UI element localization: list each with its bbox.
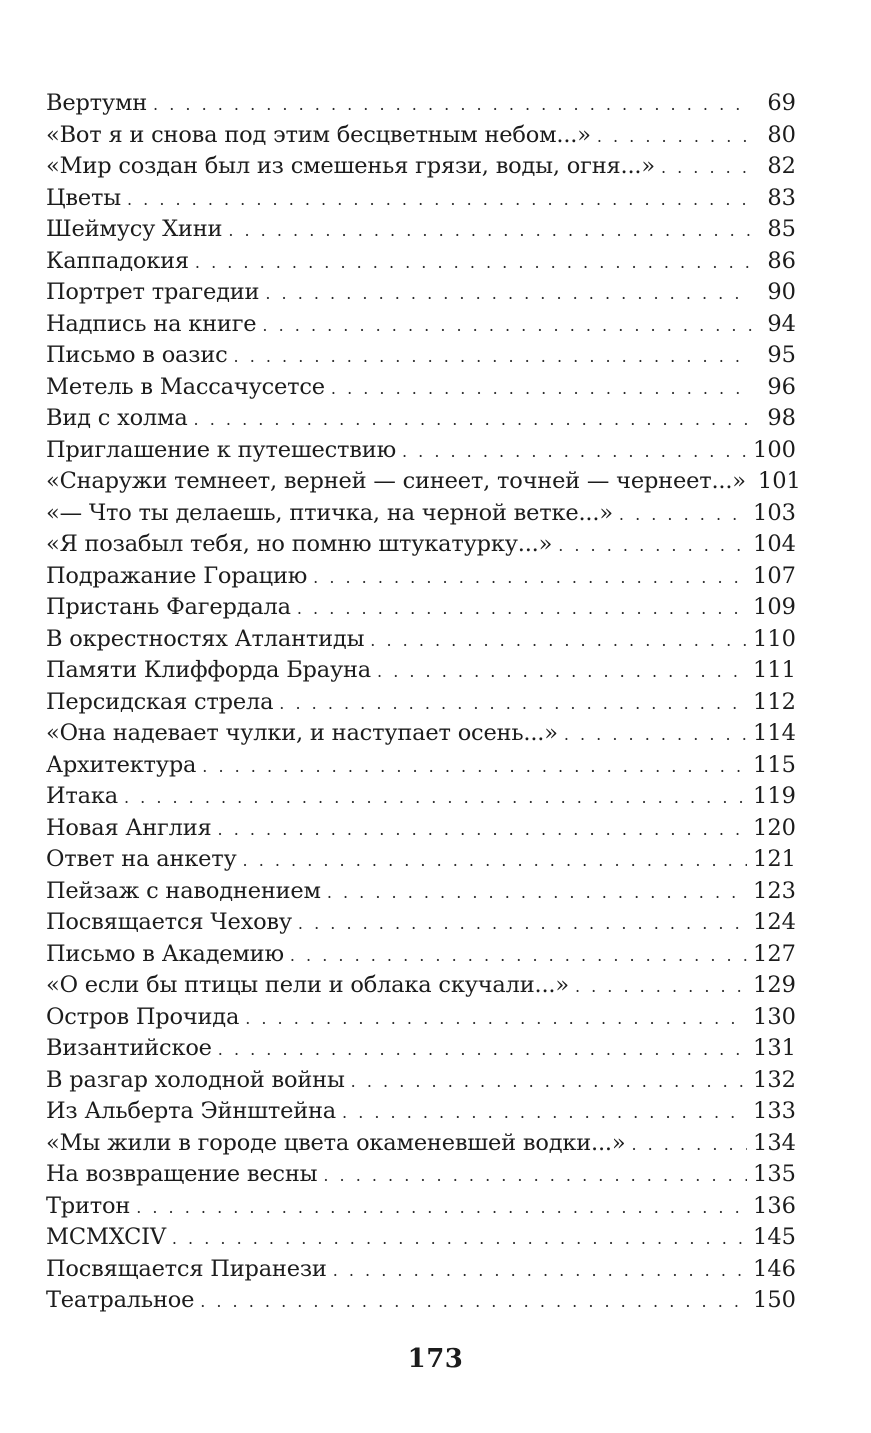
toc-entry-page: 101 bbox=[757, 468, 801, 494]
toc-entry-title: Архитектура bbox=[46, 751, 197, 778]
toc-entry bbox=[46, 1128, 796, 1160]
toc-entry-page: 145 bbox=[753, 1224, 796, 1250]
toc-dot-leader bbox=[631, 1129, 747, 1161]
toc-entry-page: 109 bbox=[753, 594, 796, 620]
toc-entry bbox=[46, 1033, 796, 1065]
toc-dot-leader bbox=[377, 656, 747, 688]
toc-dot-leader bbox=[218, 1034, 747, 1066]
toc-entry-page: 80 bbox=[767, 121, 796, 148]
toc-entry-title: Письмо в Академию bbox=[46, 940, 284, 967]
toc-dot-leader bbox=[234, 341, 752, 373]
toc-entry bbox=[46, 498, 796, 530]
toc-entry-page: 110 bbox=[753, 625, 796, 652]
toc-entry-page: 133 bbox=[753, 1098, 796, 1124]
toc-entry-page: 121 bbox=[753, 846, 796, 872]
toc-entry-page: 131 bbox=[753, 1035, 796, 1061]
toc-entry bbox=[46, 907, 796, 939]
toc-dot-leader bbox=[172, 1223, 747, 1255]
toc-entry-title: Из Альберта Эйнштейна bbox=[46, 1098, 337, 1124]
toc-dot-leader bbox=[136, 1192, 747, 1224]
toc-entry-title: Пристань Фагердала bbox=[46, 594, 291, 620]
toc-entry bbox=[46, 624, 796, 656]
toc-dot-leader bbox=[194, 404, 752, 436]
toc-dot-leader bbox=[402, 436, 747, 468]
toc-entry-title: «Снаружи темнеет, верней — синеет, точней — чернеет...» bbox=[46, 468, 746, 494]
toc-dot-leader bbox=[153, 89, 752, 121]
toc-entry-page: 129 bbox=[753, 972, 796, 998]
toc-dot-leader bbox=[327, 877, 747, 909]
toc-entry-page: 119 bbox=[753, 783, 796, 809]
toc-entry bbox=[46, 1002, 796, 1034]
toc-entry bbox=[46, 435, 796, 467]
toc-entry bbox=[46, 529, 796, 561]
toc-entry-title: «О если бы птицы пели и облака скучали...» bbox=[46, 972, 569, 998]
toc-entry-title: Шеймусу Хини bbox=[46, 216, 223, 242]
toc-entry-page: 134 bbox=[753, 1129, 796, 1156]
toc-entry bbox=[46, 813, 796, 845]
toc-entry bbox=[46, 214, 796, 246]
toc-dot-leader bbox=[313, 562, 747, 594]
toc-entry bbox=[46, 120, 796, 152]
toc-entry bbox=[46, 246, 796, 278]
toc-dot-leader bbox=[127, 184, 752, 216]
toc-dot-leader bbox=[342, 1097, 747, 1129]
toc-entry-page: 96 bbox=[767, 373, 796, 400]
toc-dot-leader bbox=[124, 782, 747, 814]
toc-entry-title: Каппадокия bbox=[46, 247, 189, 274]
toc-entry-title: В разгар холодной войны bbox=[46, 1066, 345, 1093]
toc-entry bbox=[46, 1191, 796, 1223]
toc-dot-leader bbox=[370, 625, 747, 657]
toc-entry-title: MCMXCIV bbox=[46, 1224, 166, 1250]
toc-entry-title: Вид с холма bbox=[46, 405, 188, 431]
toc-entry-title: «Я позабыл тебя, но помню штукатурку...» bbox=[46, 531, 553, 557]
toc-entry-page: 82 bbox=[767, 153, 796, 179]
page-number: 173 bbox=[407, 1344, 464, 1374]
toc-entry-title: Посвящается Пиранези bbox=[46, 1255, 327, 1282]
toc-dot-leader bbox=[297, 593, 747, 625]
toc-entry bbox=[46, 151, 796, 183]
toc-dot-leader bbox=[245, 1003, 747, 1035]
toc-entry-title: Надпись на книге bbox=[46, 310, 257, 337]
toc-entry bbox=[46, 466, 801, 498]
toc-entry bbox=[46, 781, 796, 813]
toc-entry bbox=[46, 1254, 796, 1286]
toc-dot-leader bbox=[202, 751, 747, 783]
toc-entry bbox=[46, 88, 796, 120]
toc-entry bbox=[46, 844, 796, 876]
toc-entry bbox=[46, 655, 796, 687]
toc-entry-page: 86 bbox=[767, 247, 796, 274]
toc-entry bbox=[46, 309, 796, 341]
toc-entry-title: «— Что ты делаешь, птичка, на черной ветке...» bbox=[46, 499, 613, 526]
toc-entry-title: Новая Англия bbox=[46, 814, 212, 841]
toc-entry-page: 127 bbox=[753, 940, 796, 967]
toc-entry-title: Портрет трагедии bbox=[46, 279, 260, 305]
toc-entry-page: 95 bbox=[767, 342, 796, 368]
toc-entry-title: Письмо в оазис bbox=[46, 342, 228, 368]
toc-entry bbox=[46, 403, 796, 435]
toc-entry-page: 83 bbox=[767, 184, 796, 211]
toc-dot-leader bbox=[262, 310, 752, 342]
toc-entry-title: «Она надевает чулки, и наступает осень...» bbox=[46, 720, 558, 746]
toc-entry-title: «Мы жили в городе цвета окаменевшей водки...» bbox=[46, 1129, 626, 1156]
toc-entry-title: Театральное bbox=[46, 1287, 195, 1313]
toc-dot-leader bbox=[200, 1286, 747, 1318]
toc-entry-page: 104 bbox=[753, 531, 796, 557]
toc-dot-leader bbox=[243, 845, 748, 877]
toc-entry-title: Приглашение к путешествию bbox=[46, 436, 396, 463]
toc-dot-leader bbox=[265, 278, 752, 310]
toc-entry bbox=[46, 1285, 796, 1317]
toc-entry bbox=[46, 340, 796, 372]
toc-dot-leader bbox=[279, 688, 747, 720]
toc-entry-page: 146 bbox=[753, 1255, 796, 1282]
table-of-contents bbox=[46, 88, 801, 1317]
toc-dot-leader bbox=[575, 971, 747, 1003]
toc-dot-leader bbox=[597, 121, 752, 153]
toc-dot-leader bbox=[290, 940, 747, 972]
toc-entry-title: «Мир создан был из смешенья грязи, воды, огня...» bbox=[46, 153, 655, 179]
toc-entry bbox=[46, 718, 796, 750]
toc-entry-page: 120 bbox=[753, 814, 796, 841]
toc-entry bbox=[46, 687, 796, 719]
toc-entry bbox=[46, 372, 796, 404]
toc-entry bbox=[46, 750, 796, 782]
toc-entry-page: 103 bbox=[753, 499, 796, 526]
toc-dot-leader bbox=[323, 1160, 747, 1192]
toc-entry-title: Персидская стрела bbox=[46, 688, 274, 715]
toc-entry-page: 123 bbox=[753, 877, 796, 904]
toc-entry bbox=[46, 277, 796, 309]
toc-entry bbox=[46, 592, 796, 624]
toc-entry-title: Византийское bbox=[46, 1035, 212, 1061]
toc-entry bbox=[46, 1222, 796, 1254]
toc-entry bbox=[46, 1065, 796, 1097]
toc-dot-leader bbox=[228, 215, 752, 247]
toc-dot-leader bbox=[195, 247, 752, 279]
toc-entry-title: Метель в Массачусетсе bbox=[46, 373, 325, 400]
toc-entry-page: 69 bbox=[767, 90, 796, 116]
toc-entry bbox=[46, 970, 796, 1002]
toc-entry-title: Ответ на анкету bbox=[46, 846, 237, 872]
toc-dot-leader bbox=[298, 908, 747, 940]
toc-entry-page: 130 bbox=[753, 1003, 796, 1030]
toc-entry-page: 100 bbox=[753, 436, 796, 463]
toc-entry-page: 124 bbox=[753, 909, 796, 935]
toc-entry-page: 135 bbox=[753, 1161, 796, 1187]
toc-entry bbox=[46, 1159, 796, 1191]
toc-dot-leader bbox=[558, 530, 747, 562]
toc-entry bbox=[46, 876, 796, 908]
toc-entry-page: 111 bbox=[753, 657, 796, 683]
toc-entry-title: Подражание Горацию bbox=[46, 562, 308, 589]
toc-entry-page: 90 bbox=[767, 279, 796, 305]
toc-dot-leader bbox=[333, 1255, 747, 1287]
toc-entry-page: 112 bbox=[753, 688, 796, 715]
toc-entry-title: «Вот я и снова под этим бесцветным небом...» bbox=[46, 121, 591, 148]
toc-entry-page: 107 bbox=[753, 562, 796, 589]
toc-entry-title: Вертумн bbox=[46, 90, 148, 116]
toc-entry bbox=[46, 1096, 796, 1128]
toc-entry-title: Цветы bbox=[46, 184, 121, 211]
toc-entry-page: 132 bbox=[753, 1066, 796, 1093]
toc-entry-title: В окрестностях Атлантиды bbox=[46, 625, 365, 652]
toc-entry-title: Тритон bbox=[46, 1192, 131, 1219]
toc-entry-title: Итака bbox=[46, 783, 118, 809]
toc-dot-leader bbox=[661, 152, 752, 184]
toc-entry bbox=[46, 183, 796, 215]
toc-entry-page: 136 bbox=[753, 1192, 796, 1219]
toc-entry-title: Остров Прочида bbox=[46, 1003, 240, 1030]
toc-entry-title: Посвящается Чехову bbox=[46, 909, 292, 935]
toc-dot-leader bbox=[619, 499, 747, 531]
toc-entry-page: 94 bbox=[767, 310, 796, 337]
toc-entry bbox=[46, 561, 796, 593]
toc-entry bbox=[46, 939, 796, 971]
toc-dot-leader bbox=[331, 373, 752, 405]
toc-entry-page: 98 bbox=[767, 405, 796, 431]
toc-entry-page: 114 bbox=[753, 720, 796, 746]
toc-entry-page: 150 bbox=[753, 1287, 796, 1313]
toc-entry-title: Памяти Клиффорда Брауна bbox=[46, 657, 372, 683]
toc-dot-leader bbox=[218, 814, 748, 846]
toc-dot-leader bbox=[351, 1066, 747, 1098]
toc-entry-title: На возвращение весны bbox=[46, 1161, 318, 1187]
toc-entry-page: 115 bbox=[753, 751, 796, 778]
toc-entry-title: Пейзаж с наводнением bbox=[46, 877, 321, 904]
toc-dot-leader bbox=[564, 719, 747, 751]
toc-entry-page: 85 bbox=[767, 216, 796, 242]
